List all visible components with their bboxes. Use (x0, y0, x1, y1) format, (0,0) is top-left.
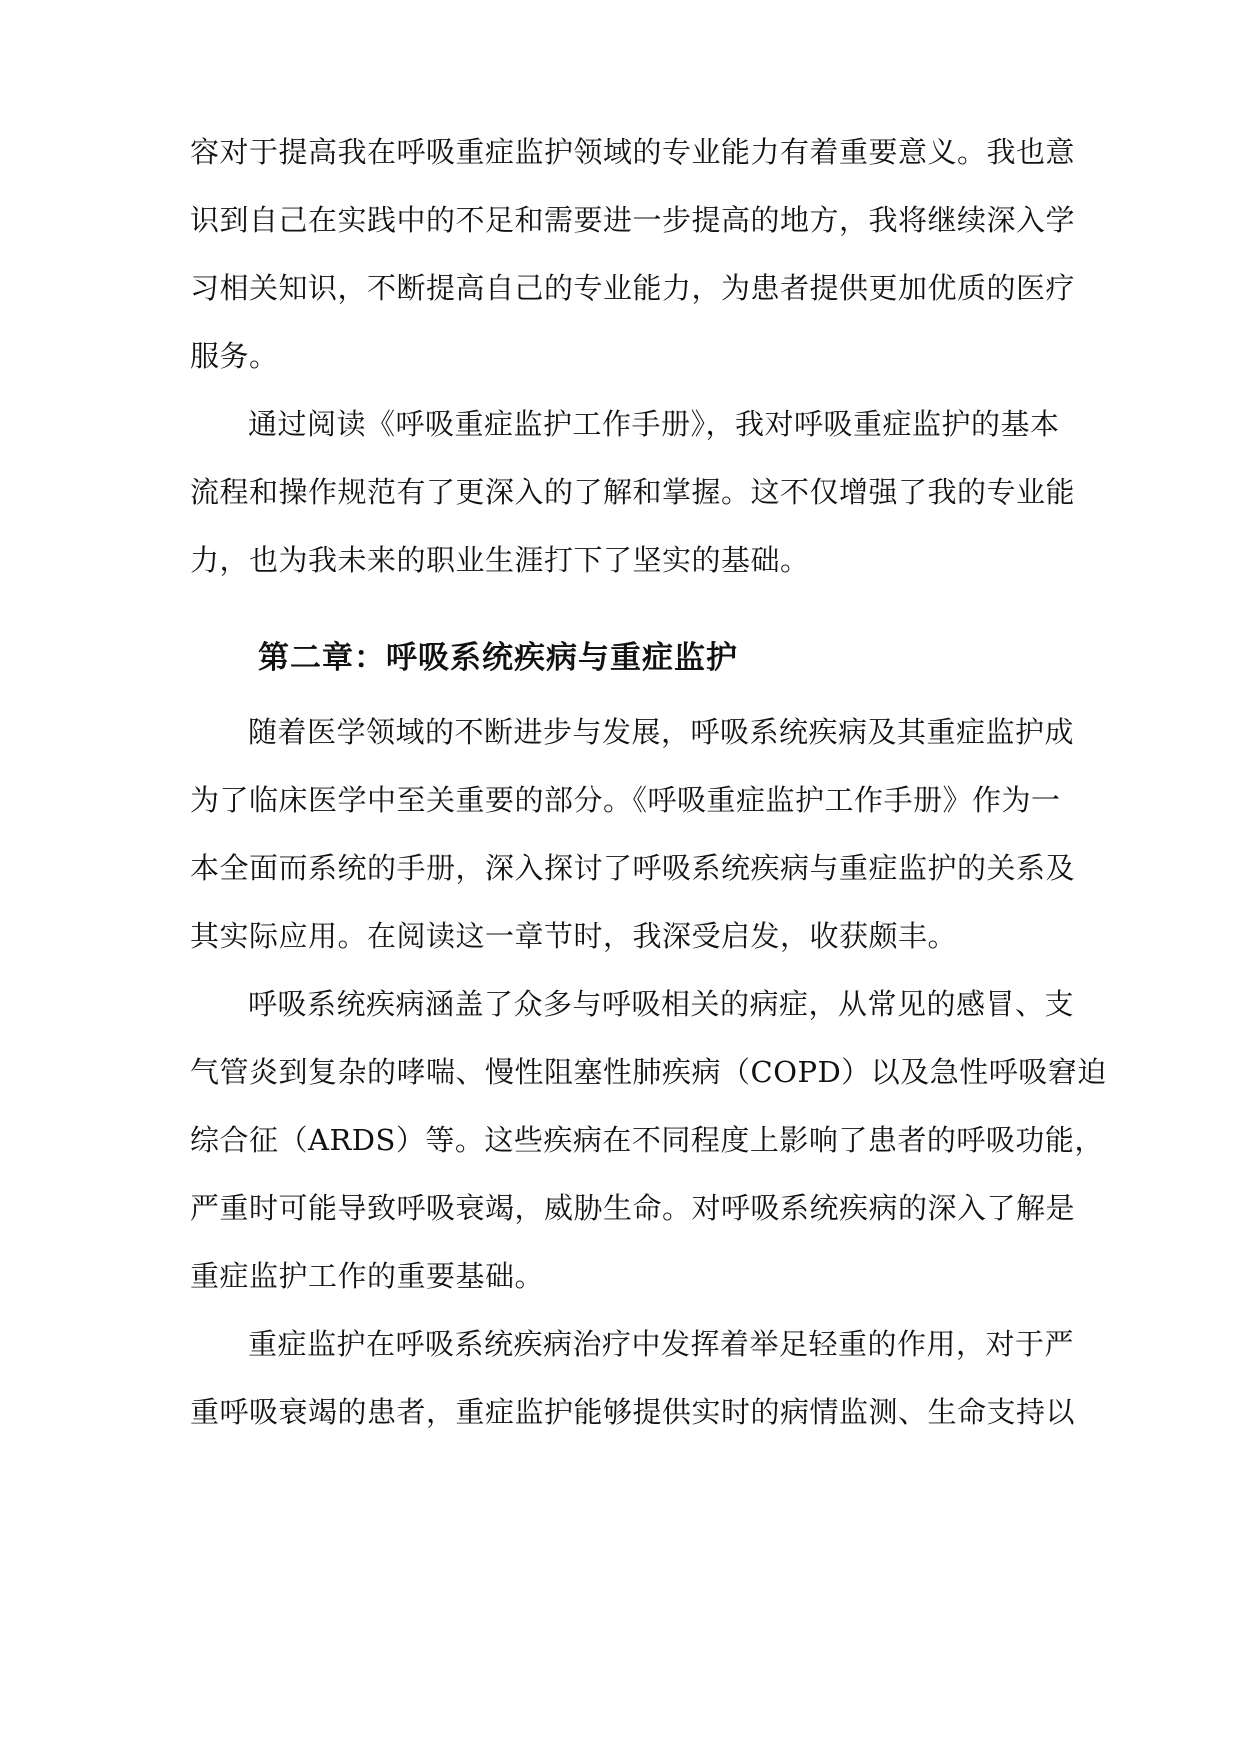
paragraph-line: 习相关知识，不断提高自己的专业能力，为患者提供更加优质的医疗 (190, 271, 1076, 305)
paragraph-line: 容对于提高我在呼吸重症监护领域的专业能力有着重要意义。我也意 (190, 135, 1076, 169)
paragraph-line: 严重时可能导致呼吸衰竭，威胁生命。对呼吸系统疾病的深入了解是 (190, 1191, 1076, 1225)
paragraph-line: 为了临床医学中至关重要的部分。《呼吸重症监护工作手册》作为一 (190, 783, 1061, 817)
paragraph-line: 服务。 (190, 339, 279, 373)
paragraph-line: 重症监护工作的重要基础。 (190, 1259, 545, 1293)
paragraph-line: 气管炎到复杂的哮喘、慢性阻塞性肺疾病（COPD）以及急性呼吸窘迫 (190, 1055, 1107, 1089)
paragraph-line: 力，也为我未来的职业生涯打下了坚实的基础。 (190, 543, 810, 577)
paragraph-line: 流程和操作规范有了更深入的了解和掌握。这不仅增强了我的专业能 (190, 475, 1076, 509)
paragraph-line: 重症监护在呼吸系统疾病治疗中发挥着举足轻重的作用，对于严 (248, 1327, 1075, 1361)
paragraph-line: 重呼吸衰竭的患者，重症监护能够提供实时的病情监测、生命支持以 (190, 1395, 1076, 1429)
paragraph-line: 识到自己在实践中的不足和需要进一步提高的地方，我将继续深入学 (190, 203, 1076, 237)
chapter-heading: 第二章：呼吸系统疾病与重症监护 (258, 640, 738, 676)
paragraph-line: 通过阅读《呼吸重症监护工作手册》，我对呼吸重症监护的基本 (248, 407, 1060, 441)
paragraph-line: 本全面而系统的手册，深入探讨了呼吸系统疾病与重症监护的关系及 (190, 851, 1076, 885)
paragraph-line: 随着医学领域的不断进步与发展，呼吸系统疾病及其重症监护成 (248, 715, 1075, 749)
paragraph-line: 其实际应用。在阅读这一章节时，我深受启发，收获颇丰。 (190, 919, 958, 953)
paragraph-line: 综合征（ARDS）等。这些疾病在不同程度上影响了患者的呼吸功能， (190, 1123, 1104, 1157)
paragraph-line: 呼吸系统疾病涵盖了众多与呼吸相关的病症，从常见的感冒、支 (248, 987, 1075, 1021)
